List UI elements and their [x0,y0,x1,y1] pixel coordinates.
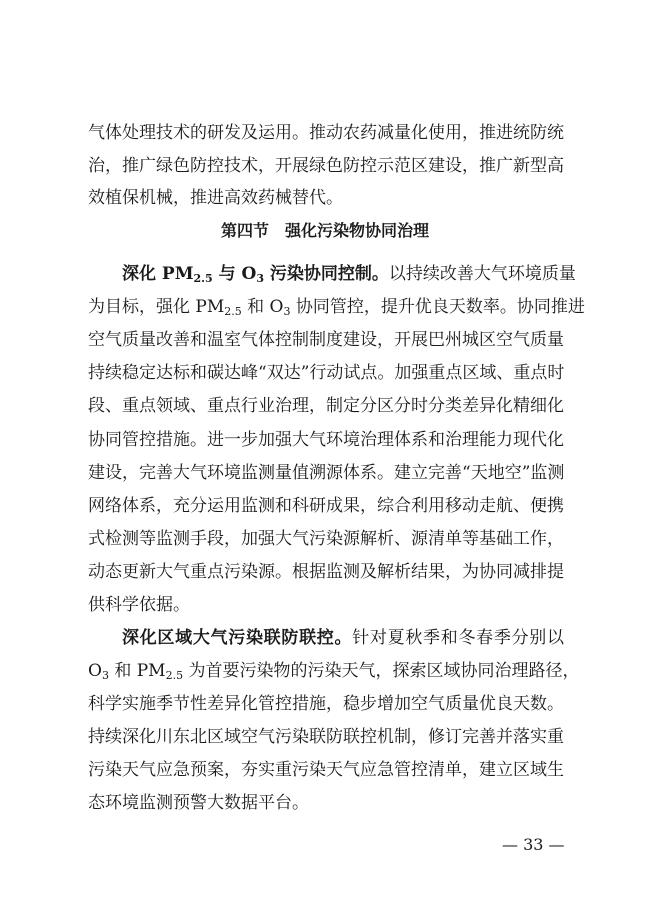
paragraph-lead: 深化区域大气污染联防联控。 [122,628,353,648]
paragraph-text: O [88,661,102,681]
paragraph-line: 段、重点领域、重点行业治理，制定分区分时分类差异化精细化 [88,396,564,416]
lead-subscript: 2.5 [193,272,213,285]
lead-text: 与 O [212,264,257,284]
paragraph-text: 以持续改善大气环境质量 [388,264,576,284]
paragraph-line: 持续稳定达标和碳达峰“双达”行动试点。加强重点区域、重点时 [88,363,565,383]
paragraph-lead-line [122,628,564,648]
paragraph-line: 式检测等监测手段，加强大气污染源解析、源清单等基础工作， [88,529,564,549]
subscript: 3 [283,305,291,318]
subscript: 2.5 [165,669,184,682]
lead-subscript: 3 [256,272,264,285]
paragraph-text: 和 PM [108,661,166,681]
paragraph-line: 协同管控措施。进一步加强大气环境治理体系和治理能力现代化 [88,430,564,450]
paragraph-line: 供科学依据。 [88,595,190,615]
paragraph-line: 科学实施季节性差异化管控措施，稳步增加空气质量优良天数。 [88,694,564,714]
paragraph-line: 空气质量改善和温室气体控制制度建设，开展巴州城区空气质量 [88,330,564,350]
paragraph-line: 建设，完善大气环境监测量值溯源体系。建立完善“天地空”监测 [88,463,565,483]
paragraph-line: 效植保机械，推进高效药械替代。 [88,188,343,208]
page-number: — 33 — [502,835,565,854]
lead-text: 污染协同控制。 [263,264,389,284]
paragraph-lead [122,264,389,284]
paragraph-line: 污染天气应急预案，夯实重污染天气应急管控清单，建立区域生 [88,760,564,780]
section-title: 第四节 强化污染物协同治理 [220,221,429,240]
paragraph-line: 网络体系，充分运用监测和科研成果，综合利用移动走航、便携 [88,496,564,516]
paragraph-line [88,661,580,682]
paragraph-line: 动态更新大气重点污染源。根据监测及解析结果，为协同减排提 [88,562,564,582]
paragraph-line [88,297,585,318]
subscript: 2.5 [224,305,242,318]
paragraph-text: 为目标，强化 PM [88,297,225,317]
subscript: 3 [101,669,109,682]
lead-text: 深化 PM [122,264,194,284]
paragraph-text: 针对夏秋季和冬春季分别以 [352,628,565,648]
paragraph-line: 气体处理技术的研发及运用。推动农药减量化使用，推进统防统 [88,123,564,143]
paragraph-text: 协同管控，提升优良天数率。协同推进 [290,297,585,317]
paragraph-line: 态环境监测预警大数据平台。 [88,793,309,813]
paragraph-text: 为首要污染物的污染天气，探索区域协同治理路径， [183,661,580,681]
paragraph-lead-line [122,264,576,285]
paragraph-line: 治，推广绿色防控技术，开展绿色防控示范区建设，推广新型高 [88,156,564,176]
paragraph-line: 持续深化川东北区域空气污染联防联控机制，修订完善并落实重 [88,727,564,747]
paragraph-text: 和 O [241,297,284,317]
